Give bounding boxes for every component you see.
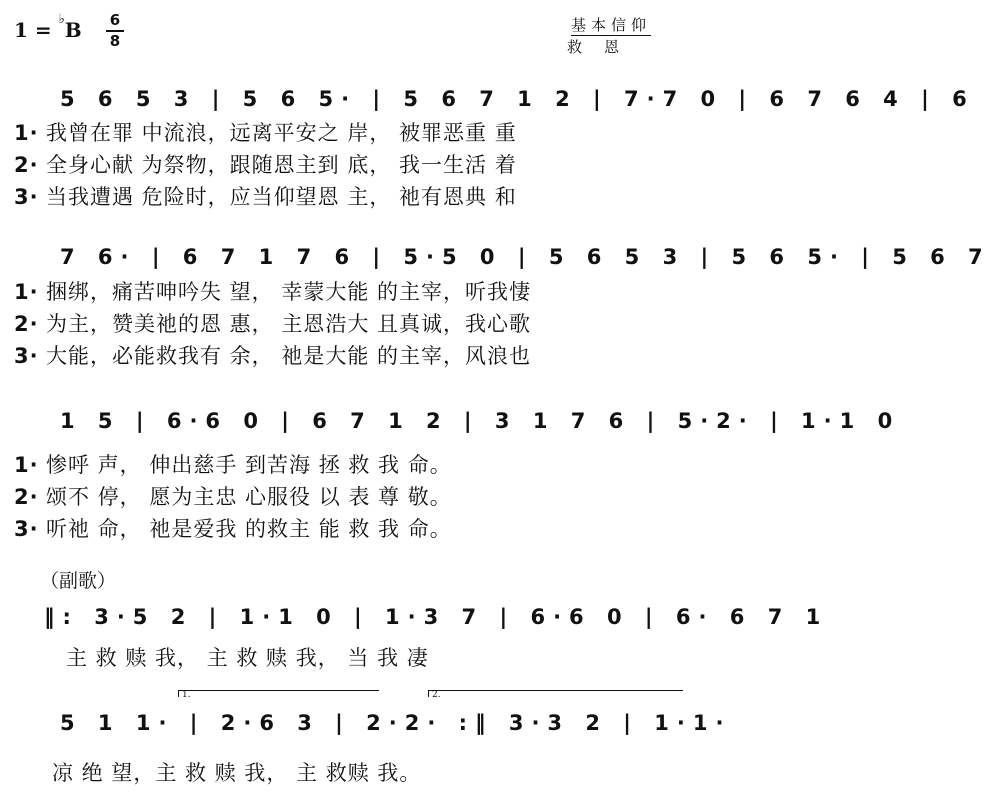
lyric-line-chorus-2: 凉 绝 望，主 救 赎 我， 主 救赎 我。 [52, 761, 422, 785]
lyric-line-1-verse-2: 2· 全身心献 为祭物，跟随恩主到 底， 我一生活 着 [14, 153, 517, 177]
lyric-line-2-verse-1: 1· 捆绑，痛苦呻吟失 望， 幸蒙大能 的主宰，听我悽 [14, 280, 532, 304]
notation-line-chorus-2: 5 1 1· | 2·6 3 | 2·2· :‖ 3·3 2 | 1·1· [60, 711, 732, 735]
lyric-line-3-verse-1: 1· 惨呼 声， 伸出慈手 到苦海 拯 救 我 命。 [14, 453, 452, 477]
hymn-category: 基本信仰 [570, 16, 651, 34]
lyric-line-1-verse-1: 1· 我曾在罪 中流浪，远离平安之 岸， 被罪恶重 重 [14, 121, 517, 145]
lyric-line-3-verse-2: 2· 颂不 停， 愿为主忠 心服役 以 表 尊 敬。 [14, 485, 452, 509]
key-signature: 1 = ♭B [14, 12, 82, 42]
lyric-line-2-verse-3: 3· 大能，必能救我有 余， 祂是大能 的主宰，风浪也 [14, 344, 532, 368]
second-ending-mark: 2. [432, 690, 441, 700]
lyric-line-2-verse-2: 2· 为主，赞美祂的恩 惠， 主恩浩大 且真诚，我心歌 [14, 312, 532, 336]
second-ending-bracket [428, 690, 683, 697]
lyric-line-3-verse-3: 3· 听祂 命， 祂是爱我 的救主 能 救 我 命。 [14, 517, 452, 541]
time-signature: 6 8 [104, 12, 126, 50]
notation-line-chorus-1: ‖: 3·5 2 | 1·1 0 | 1·3 7 | 6·6 0 | 6· 6 7 1 [44, 605, 829, 629]
lyric-line-chorus-1: 主 救 赎 我， 主 救 赎 我， 当 我 凄 [66, 646, 429, 670]
notation-line-1: 5 6 5 3 | 5 6 5· | 5 6 7 1 2 | 7·7 0 | 6 7 6 4 | 6 [60, 87, 975, 111]
lyric-line-1-verse-3: 3· 当我遭遇 危险时，应当仰望恩 主， 祂有恩典 和 [14, 185, 517, 209]
first-ending-mark: 1. [182, 690, 191, 700]
hymn-subcategory: 救恩 [566, 38, 641, 56]
notation-line-2: 7 6· | 6 7 1 7 6 | 5·5 0 | 5 6 5 3 | 5 6 5· | 5 6 7 [60, 245, 991, 269]
chorus-label: （副歌） [40, 570, 117, 592]
notation-line-3: 1 5 | 6·6 0 | 6 7 1 2 | 3 1 7 6 | 5·2· | 1·1 0 [60, 409, 901, 433]
first-ending-bracket [178, 690, 379, 697]
